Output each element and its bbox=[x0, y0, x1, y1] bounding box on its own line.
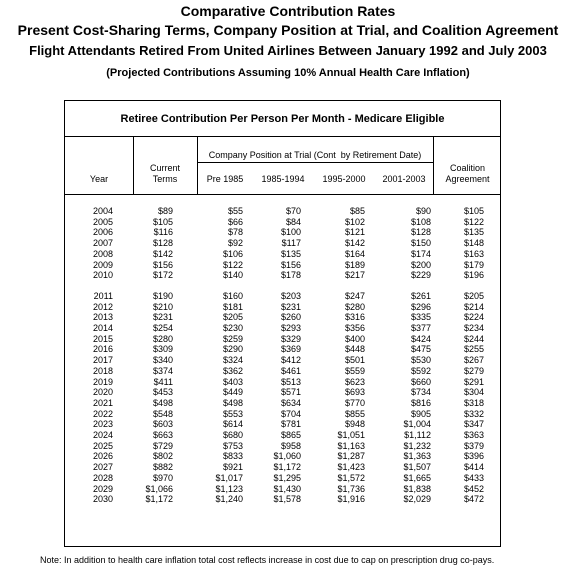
cell-2001-2003: $200 bbox=[410, 259, 431, 270]
header-1995-2000: 1995-2000 bbox=[322, 174, 366, 184]
cell-2001-2003: $261 bbox=[410, 290, 431, 301]
header-year: Year bbox=[89, 174, 109, 184]
cell-1985-1994: $178 bbox=[280, 270, 301, 281]
cell-current-terms: $156 bbox=[152, 259, 173, 270]
cell-1995-2000: $1,051 bbox=[337, 430, 365, 440]
table-row bbox=[65, 260, 500, 271]
cell-pre-1985: $106 bbox=[222, 248, 243, 259]
cell-pre-1985: $78 bbox=[227, 227, 243, 238]
cell-2001-2003: $660 bbox=[410, 376, 431, 387]
cell-1995-2000: $1,163 bbox=[337, 440, 365, 451]
cell-year: 2010 bbox=[92, 270, 113, 281]
cell-coalition: $234 bbox=[463, 323, 484, 333]
cell-current-terms: $603 bbox=[152, 419, 173, 430]
header-divider bbox=[65, 194, 500, 195]
cell-year: 2023 bbox=[92, 419, 113, 430]
cell-1995-2000: $623 bbox=[344, 376, 365, 387]
table-row bbox=[65, 409, 500, 420]
cell-2001-2003: $128 bbox=[410, 227, 431, 238]
cell-year: 2009 bbox=[92, 259, 113, 270]
cell-2001-2003: $2,029 bbox=[403, 494, 431, 505]
cell-coalition: $318 bbox=[463, 397, 484, 408]
table-row bbox=[65, 398, 500, 409]
cell-year: 2012 bbox=[92, 301, 113, 312]
cell-2001-2003: $592 bbox=[410, 365, 431, 376]
cell-1985-1994: $231 bbox=[280, 301, 301, 312]
cell-pre-1985: $833 bbox=[222, 451, 243, 462]
cell-coalition: $135 bbox=[463, 227, 484, 238]
cell-coalition: $205 bbox=[463, 290, 484, 301]
table-row bbox=[65, 249, 500, 260]
cell-1995-2000: $1,423 bbox=[337, 462, 365, 473]
cell-pre-1985: $181 bbox=[222, 301, 243, 312]
cell-current-terms: $970 bbox=[152, 472, 173, 483]
contribution-table bbox=[64, 100, 501, 547]
cell-current-terms: $309 bbox=[152, 344, 173, 355]
cell-year: 2019 bbox=[92, 376, 113, 387]
cell-pre-1985: $680 bbox=[222, 430, 243, 440]
cell-coalition: $244 bbox=[463, 333, 484, 344]
table-row bbox=[65, 387, 500, 398]
cell-year: 2030 bbox=[92, 494, 113, 505]
cell-pre-1985: $122 bbox=[222, 259, 243, 270]
cell-year: 2015 bbox=[92, 333, 113, 344]
cell-1985-1994: $260 bbox=[280, 312, 301, 323]
cell-2001-2003: $1,232 bbox=[403, 440, 431, 451]
cell-current-terms: $498 bbox=[152, 397, 173, 408]
cell-pre-1985: $205 bbox=[222, 312, 243, 323]
cell-2001-2003: $296 bbox=[410, 301, 431, 312]
cell-1985-1994: $412 bbox=[280, 355, 301, 366]
cell-1995-2000: $448 bbox=[344, 344, 365, 355]
cell-current-terms: $882 bbox=[152, 462, 173, 473]
table-row bbox=[65, 344, 500, 355]
title-main: Comparative Contribution Rates bbox=[180, 3, 396, 19]
cell-1985-1994: $865 bbox=[280, 430, 301, 440]
cell-1985-1994: $781 bbox=[280, 419, 301, 430]
cell-year: 2017 bbox=[92, 355, 113, 366]
cell-current-terms: $280 bbox=[152, 333, 173, 344]
header-current-line1: Current bbox=[149, 163, 180, 173]
cell-1985-1994: $293 bbox=[280, 323, 301, 333]
cell-1985-1994: $1,295 bbox=[273, 472, 301, 483]
cell-year: 2021 bbox=[92, 397, 113, 408]
cell-2001-2003: $377 bbox=[410, 323, 431, 333]
title-assumption: (Projected Contributions Assuming 10% Annual Health Care Inflation) bbox=[106, 67, 470, 79]
header-coalition-line2: Agreement bbox=[445, 174, 490, 184]
header-current-line2: Terms bbox=[152, 174, 178, 184]
cell-1995-2000: $85 bbox=[349, 206, 365, 216]
cell-current-terms: $190 bbox=[152, 290, 173, 301]
cell-1995-2000: $247 bbox=[344, 290, 365, 301]
table-row bbox=[65, 377, 500, 388]
table-row bbox=[65, 473, 500, 484]
cell-current-terms: $105 bbox=[152, 216, 173, 227]
cell-1985-1994: $461 bbox=[280, 365, 301, 376]
cell-1985-1994: $958 bbox=[280, 440, 301, 451]
cell-1995-2000: $356 bbox=[344, 323, 365, 333]
cell-1985-1994: $117 bbox=[281, 238, 301, 249]
cell-current-terms: $453 bbox=[152, 387, 173, 398]
cell-pre-1985: $498 bbox=[222, 397, 243, 408]
cell-pre-1985: $92 bbox=[227, 238, 243, 249]
cell-coalition: $433 bbox=[463, 472, 484, 483]
cell-pre-1985: $753 bbox=[222, 440, 243, 451]
cell-1985-1994: $70 bbox=[285, 206, 301, 216]
cell-year: 2025 bbox=[92, 440, 113, 451]
cell-pre-1985: $290 bbox=[222, 344, 243, 355]
cell-coalition: $363 bbox=[463, 430, 484, 440]
cell-2001-2003: $734 bbox=[410, 387, 431, 398]
cell-2001-2003: $475 bbox=[410, 344, 431, 355]
cell-coalition: $224 bbox=[463, 312, 484, 323]
cell-1995-2000: $693 bbox=[344, 387, 365, 398]
cell-year: 2013 bbox=[92, 312, 113, 323]
cell-1985-1994: $1,430 bbox=[273, 483, 301, 494]
cell-coalition: $347 bbox=[463, 419, 484, 430]
cell-pre-1985: $1,017 bbox=[215, 472, 243, 483]
cell-current-terms: $663 bbox=[152, 430, 173, 440]
header-company-position: Company Position at Trial (Cont by Retirement Date) bbox=[208, 150, 422, 160]
table-row bbox=[65, 366, 500, 377]
cell-year: 2005 bbox=[92, 216, 113, 227]
cell-pre-1985: $1,123 bbox=[215, 483, 243, 494]
cell-coalition: $291 bbox=[463, 376, 484, 387]
cell-1985-1994: $513 bbox=[280, 376, 301, 387]
cell-1985-1994: $329 bbox=[280, 333, 301, 344]
cell-year: 2026 bbox=[92, 451, 113, 462]
table-row bbox=[65, 334, 500, 345]
cell-current-terms: $254 bbox=[152, 323, 173, 333]
cell-current-terms: $340 bbox=[152, 355, 173, 366]
cell-pre-1985: $614 bbox=[222, 419, 243, 430]
cell-year: 2016 bbox=[92, 344, 113, 355]
cell-coalition: $267 bbox=[463, 355, 484, 366]
cell-1995-2000: $102 bbox=[344, 216, 365, 227]
cell-year: 2006 bbox=[92, 227, 113, 238]
cell-2001-2003: $335 bbox=[410, 312, 431, 323]
cell-1995-2000: $559 bbox=[344, 365, 365, 376]
cell-year: 2004 bbox=[92, 206, 113, 216]
table-row bbox=[65, 430, 500, 441]
header-pre-1985: Pre 1985 bbox=[206, 174, 244, 184]
cell-coalition: $452 bbox=[463, 483, 484, 494]
cell-pre-1985: $553 bbox=[222, 408, 243, 419]
cell-coalition: $472 bbox=[463, 494, 484, 505]
cell-year: 2024 bbox=[92, 430, 113, 440]
cell-1985-1994: $634 bbox=[280, 397, 301, 408]
group-header-divider bbox=[197, 162, 433, 163]
cell-1995-2000: $855 bbox=[344, 408, 365, 419]
cell-2001-2003: $816 bbox=[410, 397, 431, 408]
cell-year: 2014 bbox=[92, 323, 113, 333]
cell-pre-1985: $55 bbox=[227, 206, 243, 216]
cell-pre-1985: $160 bbox=[222, 290, 243, 301]
cell-coalition: $105 bbox=[463, 206, 484, 216]
cell-1995-2000: $1,736 bbox=[337, 483, 365, 494]
cell-current-terms: $729 bbox=[152, 440, 173, 451]
cell-2001-2003: $1,665 bbox=[403, 472, 431, 483]
title-subtitle: Present Cost-Sharing Terms, Company Position at Trial, and Coalition Agreement bbox=[17, 22, 559, 38]
table-row bbox=[65, 291, 500, 302]
cell-year: 2008 bbox=[92, 248, 113, 259]
cell-1985-1994: $1,172 bbox=[273, 462, 301, 473]
cell-current-terms: $802 bbox=[152, 451, 173, 462]
cell-coalition: $179 bbox=[463, 259, 484, 270]
cell-1985-1994: $156 bbox=[280, 259, 301, 270]
table-row bbox=[65, 355, 500, 366]
cell-year: 2007 bbox=[92, 238, 113, 249]
cell-1995-2000: $400 bbox=[344, 333, 365, 344]
cell-1995-2000: $164 bbox=[344, 248, 365, 259]
cell-pre-1985: $230 bbox=[222, 323, 243, 333]
cell-current-terms: $128 bbox=[152, 238, 173, 249]
column-divider bbox=[197, 137, 198, 194]
cell-1995-2000: $121 bbox=[344, 227, 365, 238]
cell-coalition: $196 bbox=[463, 270, 484, 281]
cell-1995-2000: $217 bbox=[344, 270, 365, 281]
cell-year: 2028 bbox=[92, 472, 113, 483]
table-row bbox=[65, 217, 500, 228]
cell-1985-1994: $1,060 bbox=[273, 451, 301, 462]
table-row bbox=[65, 302, 500, 313]
table-row bbox=[65, 238, 500, 249]
cell-1995-2000: $1,287 bbox=[337, 451, 365, 462]
cell-year: 2029 bbox=[92, 483, 113, 494]
cell-coalition: $379 bbox=[463, 440, 484, 451]
cell-1985-1994: $100 bbox=[280, 227, 301, 238]
cell-current-terms: $1,066 bbox=[145, 483, 173, 494]
cell-year: 2018 bbox=[92, 365, 113, 376]
cell-1995-2000: $770 bbox=[344, 397, 365, 408]
cell-1995-2000: $280 bbox=[344, 301, 365, 312]
cell-current-terms: $89 bbox=[157, 206, 173, 216]
cell-coalition: $122 bbox=[463, 216, 484, 227]
cell-1995-2000: $316 bbox=[344, 312, 365, 323]
cell-coalition: $304 bbox=[463, 387, 484, 398]
cell-pre-1985: $362 bbox=[222, 365, 243, 376]
title-population: Flight Attendants Retired From United Airlines Between January 1992 and July 2003 bbox=[29, 43, 547, 58]
cell-pre-1985: $1,240 bbox=[215, 494, 243, 505]
table-row bbox=[65, 441, 500, 452]
cell-1985-1994: $704 bbox=[280, 408, 301, 419]
cell-2001-2003: $174 bbox=[410, 248, 431, 259]
cell-2001-2003: $229 bbox=[410, 270, 431, 281]
cell-pre-1985: $921 bbox=[222, 462, 243, 473]
cell-coalition: $163 bbox=[463, 248, 484, 259]
cell-year: 2022 bbox=[92, 408, 113, 419]
table-title: Retiree Contribution Per Person Per Month - Medicare Eligible bbox=[65, 101, 500, 137]
cell-2001-2003: $530 bbox=[410, 355, 431, 366]
cell-coalition: $279 bbox=[463, 365, 484, 376]
cell-2001-2003: $1,838 bbox=[403, 483, 431, 494]
table-row bbox=[65, 323, 500, 334]
cell-coalition: $214 bbox=[463, 301, 484, 312]
table-row bbox=[65, 484, 500, 495]
cell-1995-2000: $189 bbox=[344, 259, 365, 270]
cell-coalition: $332 bbox=[463, 408, 484, 419]
table-row bbox=[65, 494, 500, 505]
cell-current-terms: $231 bbox=[152, 312, 173, 323]
cell-pre-1985: $259 bbox=[222, 333, 243, 344]
cell-coalition: $148 bbox=[463, 238, 484, 249]
table-row bbox=[65, 451, 500, 462]
table-row bbox=[65, 206, 500, 217]
table-row bbox=[65, 270, 500, 281]
cell-pre-1985: $324 bbox=[222, 355, 243, 366]
cell-year: 2027 bbox=[92, 462, 113, 473]
cell-2001-2003: $424 bbox=[410, 333, 431, 344]
header-coalition-line1: Coalition bbox=[449, 163, 486, 173]
cell-current-terms: $172 bbox=[152, 270, 173, 281]
footnote: Note: In addition to health care inflation total cost reflects increase in cost due to cap on prescription drug co-pays. bbox=[40, 555, 495, 565]
cell-current-terms: $142 bbox=[152, 248, 173, 259]
cell-pre-1985: $449 bbox=[222, 387, 243, 398]
cell-current-terms: $411 bbox=[153, 376, 173, 387]
table-row bbox=[65, 312, 500, 323]
cell-current-terms: $548 bbox=[152, 408, 173, 419]
cell-1985-1994: $84 bbox=[285, 216, 301, 227]
cell-coalition: $414 bbox=[463, 462, 484, 473]
cell-pre-1985: $66 bbox=[227, 216, 243, 227]
cell-1995-2000: $142 bbox=[344, 238, 365, 249]
cell-1985-1994: $1,578 bbox=[273, 494, 301, 505]
cell-coalition: $396 bbox=[463, 451, 484, 462]
cell-1985-1994: $571 bbox=[280, 387, 301, 398]
table-row bbox=[65, 227, 500, 238]
cell-1995-2000: $1,572 bbox=[337, 472, 365, 483]
cell-2001-2003: $1,507 bbox=[403, 462, 431, 473]
cell-current-terms: $116 bbox=[153, 227, 173, 238]
cell-year: 2011 bbox=[93, 290, 113, 301]
cell-1985-1994: $135 bbox=[280, 248, 301, 259]
cell-current-terms: $1,172 bbox=[145, 494, 173, 505]
cell-1995-2000: $948 bbox=[344, 419, 365, 430]
table-row bbox=[65, 462, 500, 473]
cell-1995-2000: $1,916 bbox=[337, 494, 365, 505]
cell-coalition: $255 bbox=[463, 344, 484, 355]
header-1985-1994: 1985-1994 bbox=[261, 174, 305, 184]
cell-2001-2003: $1,004 bbox=[403, 419, 431, 430]
cell-2001-2003: $905 bbox=[410, 408, 431, 419]
cell-2001-2003: $1,112 bbox=[404, 430, 431, 440]
cell-2001-2003: $150 bbox=[410, 238, 431, 249]
header-2001-2003: 2001-2003 bbox=[382, 174, 426, 184]
cell-1985-1994: $203 bbox=[280, 290, 301, 301]
cell-2001-2003: $90 bbox=[415, 206, 431, 216]
table-row bbox=[65, 419, 500, 430]
cell-1995-2000: $501 bbox=[344, 355, 365, 366]
cell-current-terms: $374 bbox=[152, 365, 173, 376]
cell-pre-1985: $403 bbox=[222, 376, 243, 387]
cell-year: 2020 bbox=[92, 387, 113, 398]
cell-2001-2003: $1,363 bbox=[403, 451, 431, 462]
cell-1985-1994: $369 bbox=[280, 344, 301, 355]
cell-pre-1985: $140 bbox=[222, 270, 243, 281]
cell-2001-2003: $108 bbox=[410, 216, 431, 227]
cell-current-terms: $210 bbox=[152, 301, 173, 312]
